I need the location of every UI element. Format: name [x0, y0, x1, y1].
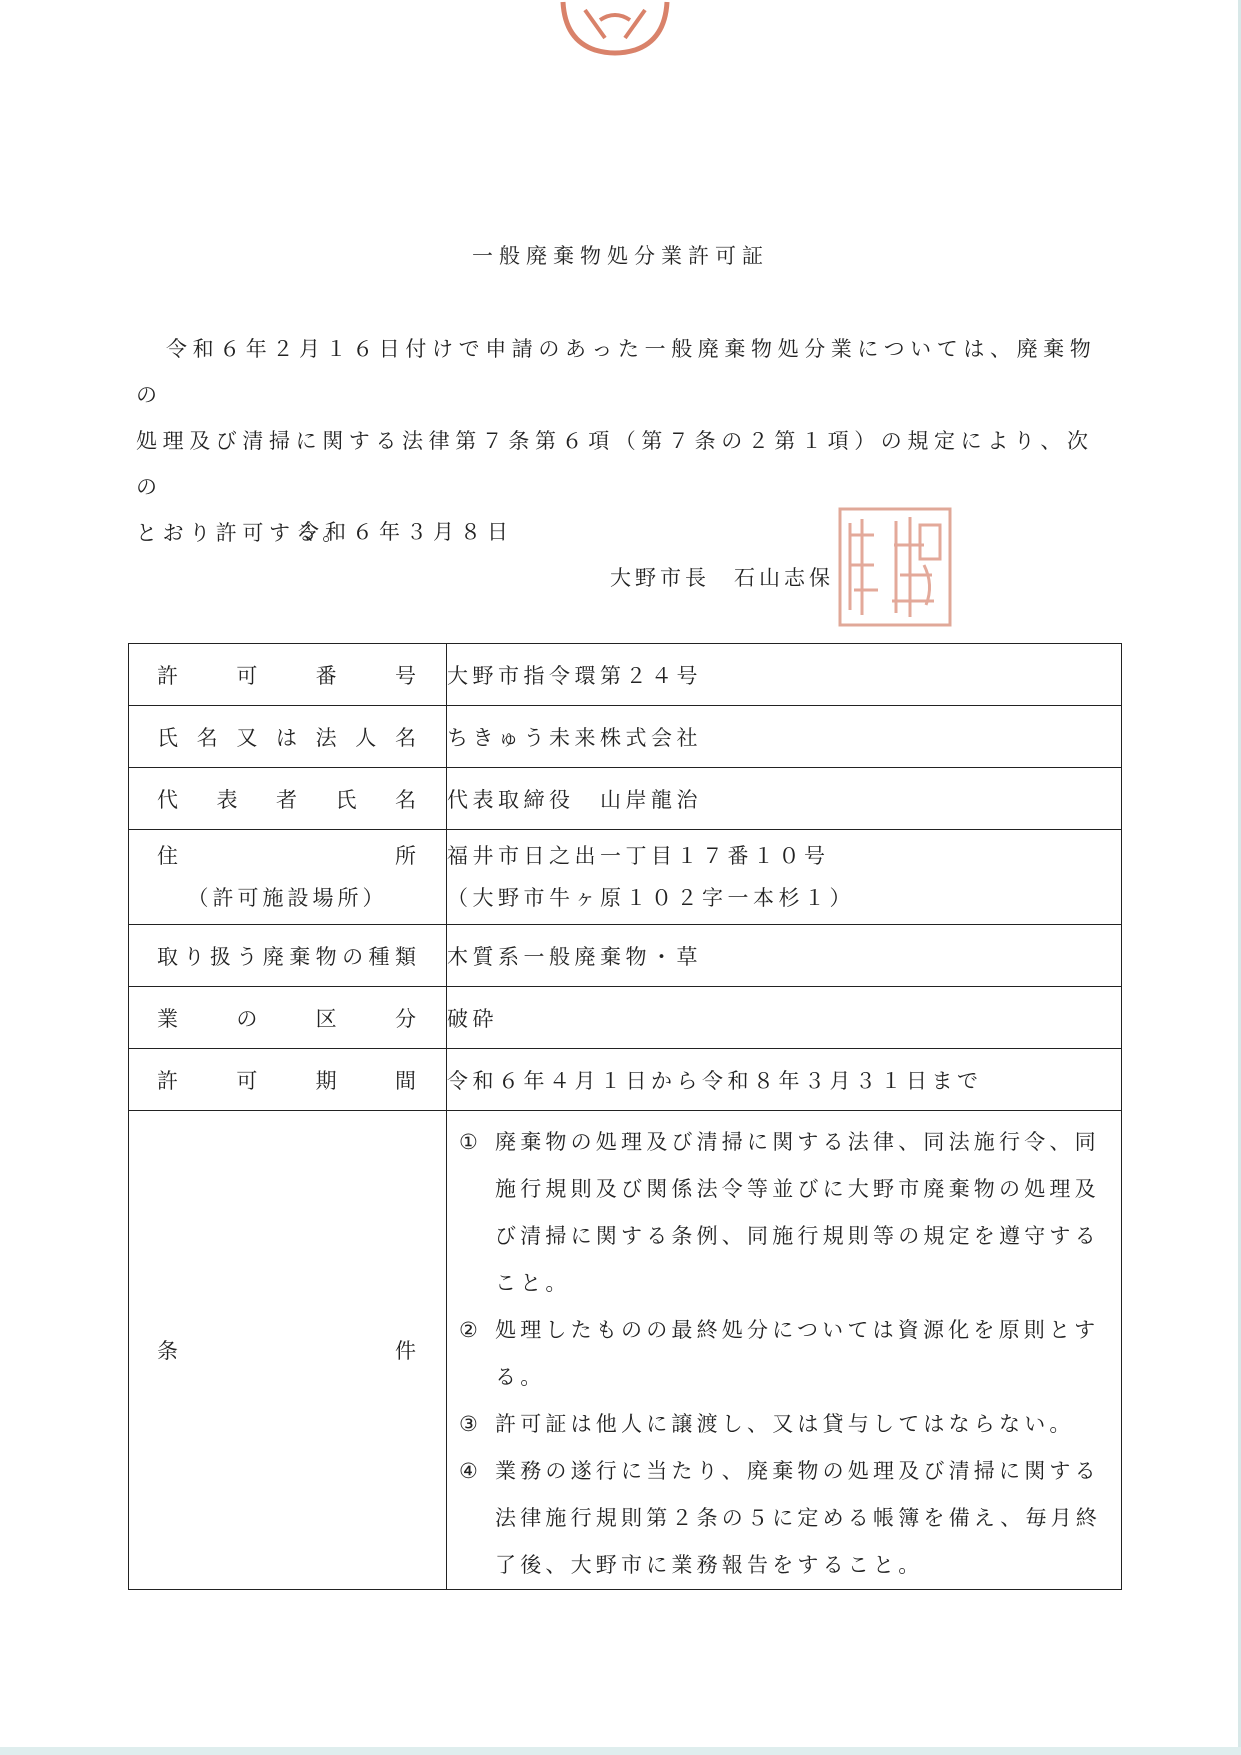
label-char: 法 [315, 725, 337, 750]
permit-table [128, 643, 1122, 1590]
label-char: 名 [395, 787, 416, 812]
condition-text: 許可証は他人に譲渡し、又は貸与してはならない。 [495, 1412, 1075, 1436]
label-char: 番 [315, 663, 337, 688]
address-facility: （大野市牛ヶ原１０２字一本杉１） [447, 886, 855, 910]
body-paragraph [136, 326, 1116, 556]
row-value: 令和６年４月１日から令和８年３月３１日まで [447, 1049, 1122, 1111]
label-char: 氏 [335, 787, 357, 812]
body-line-2: 処理及び清掃に関する法律第７条第６項（第７条の２第１項）の規定により、次の [136, 429, 1094, 499]
row-value: 破砕 [447, 987, 1122, 1049]
conditions-list [447, 1111, 1122, 1590]
table-row-conditions [129, 1111, 1122, 1590]
label-char: 代 [157, 787, 178, 812]
condition-number: ④ [459, 1459, 483, 1483]
table-row [129, 1049, 1122, 1111]
row-label [129, 706, 447, 768]
label-char: の [236, 1006, 258, 1031]
issuer-name: 石山志保 [734, 566, 834, 590]
row-value: 代表取締役 山岸龍治 [447, 768, 1122, 830]
label-char: 廃 [262, 944, 284, 969]
row-label [129, 1111, 447, 1590]
label-char: 人 [355, 725, 377, 750]
label-char: 扱 [209, 944, 231, 969]
row-label [129, 987, 447, 1049]
condition-item [459, 1401, 1109, 1448]
label-char: 住 [157, 844, 178, 868]
condition-number: ② [459, 1318, 483, 1342]
condition-text: 廃棄物の処理及び清掃に関する法律、同法施行令、同施行規則及び関係法令等並びに大野市廃棄物の処理及び清掃に関する条例、同施行規則等の規定を遵守すること。 [495, 1130, 1100, 1295]
label-char: 条 [157, 1339, 178, 1363]
label-sub: （許可施設場所） [187, 886, 388, 910]
table-row [129, 768, 1122, 830]
label-char: 種 [368, 944, 390, 969]
label-char: 号 [394, 663, 416, 688]
row-label [129, 830, 447, 925]
label-char: り [183, 944, 205, 969]
label-char: 区 [315, 1006, 337, 1031]
label-char: 表 [216, 787, 238, 812]
table-row [129, 925, 1122, 987]
row-value: 大野市指令環第２４号 [447, 644, 1122, 706]
label-char: 所 [395, 844, 416, 868]
label-char: う [236, 944, 258, 969]
table-row-address [129, 830, 1122, 925]
label-char: 分 [394, 1006, 416, 1031]
label-char: 取 [157, 944, 178, 969]
row-label [129, 644, 447, 706]
condition-item [459, 1119, 1109, 1307]
row-label [129, 1049, 447, 1111]
address-value: 福井市日之出一丁目１７番１０号 [447, 844, 830, 868]
label-char: 名 [394, 725, 416, 750]
label-char: 又 [236, 725, 258, 750]
body-line-3: とおり許可する。 [136, 521, 349, 545]
label-char: 件 [395, 1339, 416, 1363]
body-line-1: 令和６年２月１６日付けで申請のあった一般廃棄物処分業については、廃棄物の [136, 337, 1097, 407]
table-row [129, 706, 1122, 768]
row-value: 木質系一般廃棄物・草 [447, 925, 1122, 987]
label-char: 許 [157, 1068, 178, 1093]
label-char: 名 [196, 725, 218, 750]
label-char: の [342, 944, 364, 969]
label-char: 可 [236, 1068, 258, 1093]
label-char: 類 [394, 944, 416, 969]
issue-date: 令和６年３月８日 [298, 520, 514, 544]
label-char: 物 [315, 944, 337, 969]
label-char: 氏 [157, 725, 178, 750]
issuer [610, 562, 834, 592]
row-value: ちきゅう未来株式会社 [447, 706, 1122, 768]
table-row [129, 644, 1122, 706]
condition-number: ① [459, 1130, 483, 1154]
row-value [447, 830, 1122, 925]
condition-item [459, 1448, 1109, 1589]
label-char: 間 [394, 1068, 416, 1093]
label-char: 者 [276, 787, 297, 812]
label-char: は [275, 725, 297, 750]
label-char: 棄 [289, 944, 311, 969]
seal-stamp-top [555, 0, 675, 56]
label-char: 可 [236, 663, 258, 688]
condition-text: 処理したものの最終処分については資源化を原則とする。 [495, 1318, 1100, 1389]
condition-text: 業務の遂行に当たり、廃棄物の処理及び清掃に関する法律施行規則第２条の５に定める帳簿を備え、毎月終了後、大野市に業務報告をすること。 [495, 1459, 1102, 1577]
row-label [129, 768, 447, 830]
condition-item [459, 1307, 1109, 1401]
row-label [129, 925, 447, 987]
document-title: 一般廃棄物処分業許可証 [472, 244, 769, 268]
label-char: 業 [157, 1006, 178, 1031]
label-char: 許 [157, 663, 178, 688]
scan-edge-bottom [0, 1747, 1241, 1755]
condition-number: ③ [459, 1412, 483, 1436]
label-char: 期 [315, 1068, 337, 1093]
issuer-title: 大野市長 [610, 566, 710, 590]
table-row [129, 987, 1122, 1049]
